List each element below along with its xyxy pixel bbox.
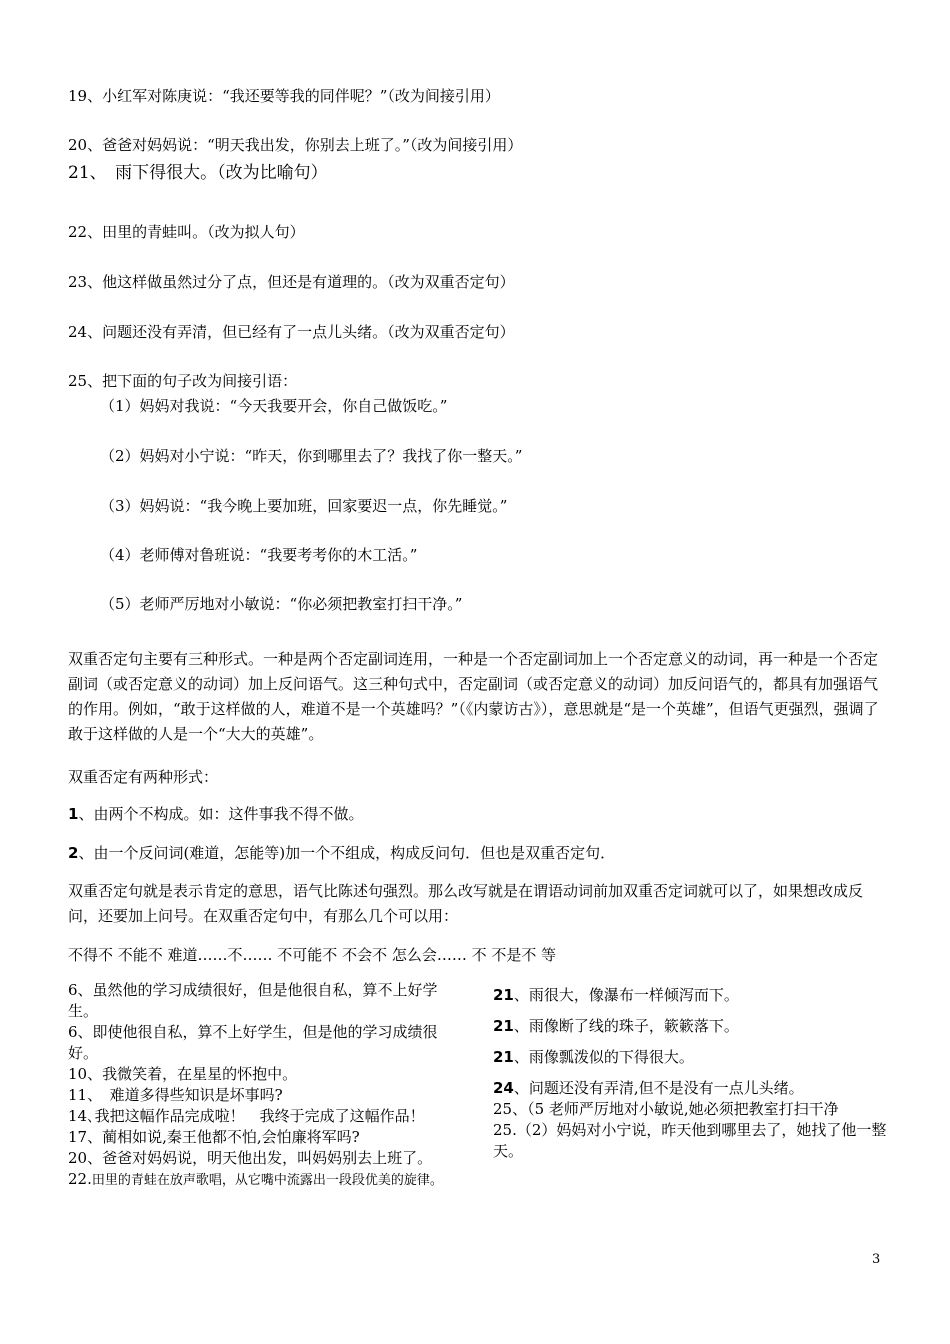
answer-item: 25.（2）妈妈对小宁说，昨天他到哪里去了，她找了他一整天。 <box>493 1121 887 1160</box>
answer-text: 田里的青蛙在放声歌唱，从它嘴中流露出一段段优美的旋律。 <box>91 1173 443 1188</box>
exercise-25: 25、把下面的句子改为间接引语： <box>68 372 298 390</box>
answer-text: 、雨像断了线的珠子，簌簌落下。 <box>513 1017 739 1035</box>
answer-item <box>493 1047 888 1068</box>
explanation-text: 双重否定句主要有三种形式。一种是两个否定副词连用，一种是一个否定副词加上一个否定意义的动词，再一种是一个否定副词（或否定意义的动词）加上反问语气。这三种句式中，否定副词（或否定意义的动词）加反问语气的，都具有加强语气的作用。例如，“敢于这样做的人，难道不是一个英雄吗？”（《内蒙访古》），意思就是“是一个英雄”，但语气更强烈，强调了敢于这样做的人是一个“大大的英雄”。 <box>68 650 879 743</box>
negation-word-list: 不得不 不能不 难道……不…… 不可能不 不会不 怎么会…… 不 不是不 等 <box>68 946 557 964</box>
explanation-paragraph-4 <box>68 843 615 863</box>
exercise-22: 22、田里的青蛙叫。（改为拟人句） <box>68 223 305 241</box>
answer-text: 、雨像瓢泼似的下得很大。 <box>513 1048 694 1066</box>
answer-text: 、雨很大，像瀑布一样倾泻而下。 <box>513 986 739 1004</box>
list-number: 2 <box>68 844 79 862</box>
sub-item-3: （3）妈妈说：“我今晚上要加班，回家要迟一点，你先睡觉。” <box>100 497 508 515</box>
answer-item <box>493 1078 888 1099</box>
explanation-paragraph-3 <box>68 804 363 824</box>
answer-text: 、问题还没有弄清,但不是没有一点儿头绪。 <box>513 1079 804 1097</box>
exercise-21: 21、 雨下得很大。（改为比喻句） <box>68 163 328 183</box>
answer-item: 6、即使他很自私，算不上好学生，但是他的学习成绩很好。 <box>68 1023 438 1062</box>
answer-number: 24 <box>493 1079 514 1097</box>
answer-number: 21 <box>493 986 514 1004</box>
list-text: 、由两个不构成。如：这件事我不得不做。 <box>78 805 364 823</box>
answers-right-column <box>493 985 888 1162</box>
answer-item: 11、 难道多得些知识是坏事吗? <box>68 1086 283 1104</box>
answer-item: 14､我把这幅作品完成啦！ 我终于完成了这幅作品！ <box>68 1107 425 1125</box>
answer-item: 20、爸爸对妈妈说，明天他出发，叫妈妈别去上班了。 <box>68 1149 433 1167</box>
explanation-text: 双重否定句就是表示肯定的意思，语气比陈述句强烈。那么改写就是在谓语动词前加双重否定词就可以了，如果想改成反问，还要加上问号。在双重否定句中，有那么几个可以用： <box>68 882 864 925</box>
answer-item <box>493 985 888 1006</box>
answer-item: 6、虽然他的学习成绩很好，但是他很自私，算不上好学生。 <box>68 981 438 1020</box>
sub-item-5: （5）老师严厉地对小敏说：“你必须把教室打扫干净。” <box>100 595 463 613</box>
answers-left-column <box>68 980 463 1191</box>
exercise-23: 23、他这样做虽然过分了点，但还是有道理的。（改为双重否定句） <box>68 273 515 291</box>
answer-item: 25、（5 老师严厉地对小敏说,她必须把教室打扫干净 <box>493 1100 839 1118</box>
answer-item <box>68 1169 463 1191</box>
sub-item-2: （2）妈妈对小宁说：“昨天，你到哪里去了？我找了你一整天。” <box>100 447 523 465</box>
list-number: 1 <box>68 805 79 823</box>
exercise-20: 20、爸爸对妈妈说：“明天我出发，你别去上班了。”（改为间接引用） <box>68 136 523 154</box>
sub-item-4: （4）老师傅对鲁班说：“我要考考你的木工活。” <box>100 546 418 564</box>
page-number: 3 <box>872 1252 881 1267</box>
answer-item <box>493 1016 888 1037</box>
answer-number: 22. <box>68 1170 92 1188</box>
explanation-paragraph-5 <box>68 879 884 929</box>
answer-item: 10、我微笑着，在星星的怀抱中。 <box>68 1065 298 1083</box>
explanation-paragraph-2: 双重否定有两种形式： <box>68 768 219 786</box>
answer-number: 21 <box>493 1017 514 1035</box>
sub-item-1: （1）妈妈对我说：“今天我要开会，你自己做饭吃。” <box>100 397 448 415</box>
answer-number: 21 <box>493 1048 514 1066</box>
list-text: 、由一个反问词(难道，怎能等)加一个不组成，构成反问句．但也是双重否定句． <box>78 844 616 862</box>
explanation-paragraph-1 <box>68 647 884 747</box>
exercise-19: 19、小红军对陈庚说：“我还要等我的同伴呢？”（改为间接引用） <box>68 87 500 105</box>
exercise-24: 24、问题还没有弄清，但已经有了一点儿头绪。（改为双重否定句） <box>68 323 515 341</box>
answer-item: 17、蔺相如说,秦王他都不怕,会怕廉将军吗? <box>68 1128 360 1146</box>
